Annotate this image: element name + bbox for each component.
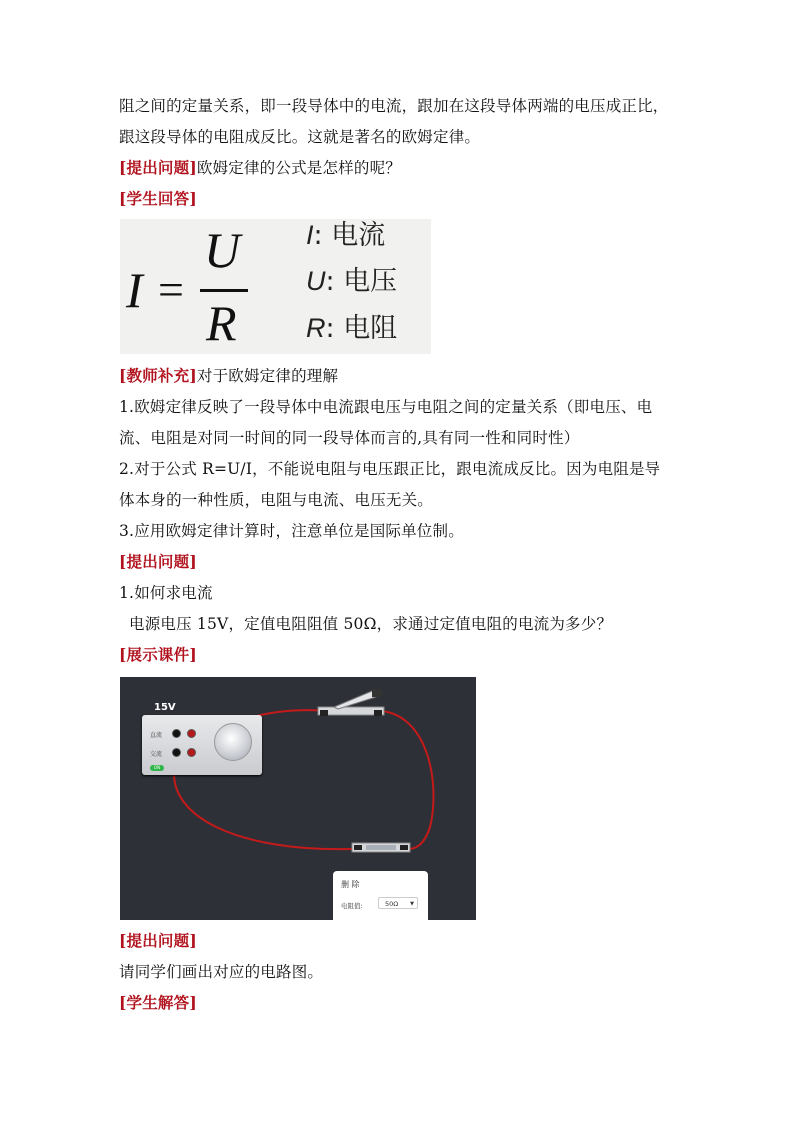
teacher-text: 对于欧姆定律的理解 (196, 367, 339, 385)
ac-label: 交流 (150, 751, 163, 758)
dc-label: 直流 (150, 732, 163, 739)
point1-line1: 1.欧姆定律反映了一段导体中电流跟电压与电阻之间的定量关系（即电压、电 (119, 398, 653, 416)
resistance-value: 50Ω (385, 900, 399, 908)
power-supply[interactable] (142, 715, 262, 775)
teacher-supplement (119, 366, 338, 386)
fraction-bar (200, 289, 248, 292)
point1-line2: 流、电阻是对同一时间的同一段导体而言的,具有同一性和同时性） (119, 429, 580, 447)
question-1 (119, 158, 401, 178)
terminal-jack (187, 729, 196, 738)
terminal-jack (172, 748, 181, 757)
resistance-select[interactable] (378, 897, 418, 909)
voltage-knob-icon[interactable] (214, 723, 252, 761)
question-text: 欧姆定律的公式是怎样的呢？ (196, 159, 401, 177)
legend-current: I: 电流 (306, 220, 386, 251)
question-3-tag: [提出问题] (119, 931, 197, 950)
question-2-tag: [提出问题] (119, 552, 197, 571)
formula-denominator: R (206, 295, 237, 351)
legend-voltage: U: 电压 (306, 266, 398, 297)
terminal-jack (187, 748, 196, 757)
resistor-context-popup (333, 871, 428, 920)
resistance-label: 电阻值: (341, 902, 363, 910)
terminal-jack (172, 729, 181, 738)
legend-resistance: R: 电阻 (306, 313, 398, 344)
switch-icon (318, 689, 384, 716)
show-courseware-tag: [展示课件] (119, 645, 197, 664)
p1-line2: 跟这段导体的电阻成反比。这就是著名的欧姆定律。 (119, 128, 481, 146)
answer-tag: [学生回答] (119, 189, 197, 208)
ohms-law-formula-image (120, 219, 431, 354)
formula-equals: = (158, 264, 184, 315)
voltage-label: 15V (154, 702, 176, 713)
teacher-tag: [教师补充] (119, 366, 197, 385)
power-toggle[interactable]: ON (150, 765, 164, 771)
point2-line2: 体本身的一种性质，电阻与电流、电压无关。 (119, 491, 434, 509)
formula-lhs: I (126, 262, 143, 318)
question-2-item: 1.如何求电流 (119, 584, 213, 602)
formula-numerator: U (204, 222, 241, 278)
student-answer-tag: [学生解答] (119, 993, 197, 1012)
point3: 3.应用欧姆定律计算时，注意单位是国际单位制。 (119, 522, 464, 540)
resistor-icon (352, 843, 410, 852)
delete-button[interactable]: 删 除 (341, 880, 360, 889)
question-3-text: 请同学们画出对应的电路图。 (119, 963, 324, 981)
p1-line1: 阻之间的定量关系，即一段导体中的电流，跟加在这段导体两端的电压成正比， (119, 97, 669, 115)
point2-line1: 2.对于公式 R=U/I，不能说电阻与电压跟正比，跟电流成反比。因为电阻是导 (119, 460, 661, 478)
chevron-down-icon: ▼ (410, 901, 414, 907)
circuit-simulation-screenshot (120, 677, 476, 920)
question-tag: [提出问题] (119, 158, 197, 177)
question-2-text: 电源电压 15V，定值电阻阻值 50Ω，求通过定值电阻的电流为多少？ (129, 615, 613, 633)
